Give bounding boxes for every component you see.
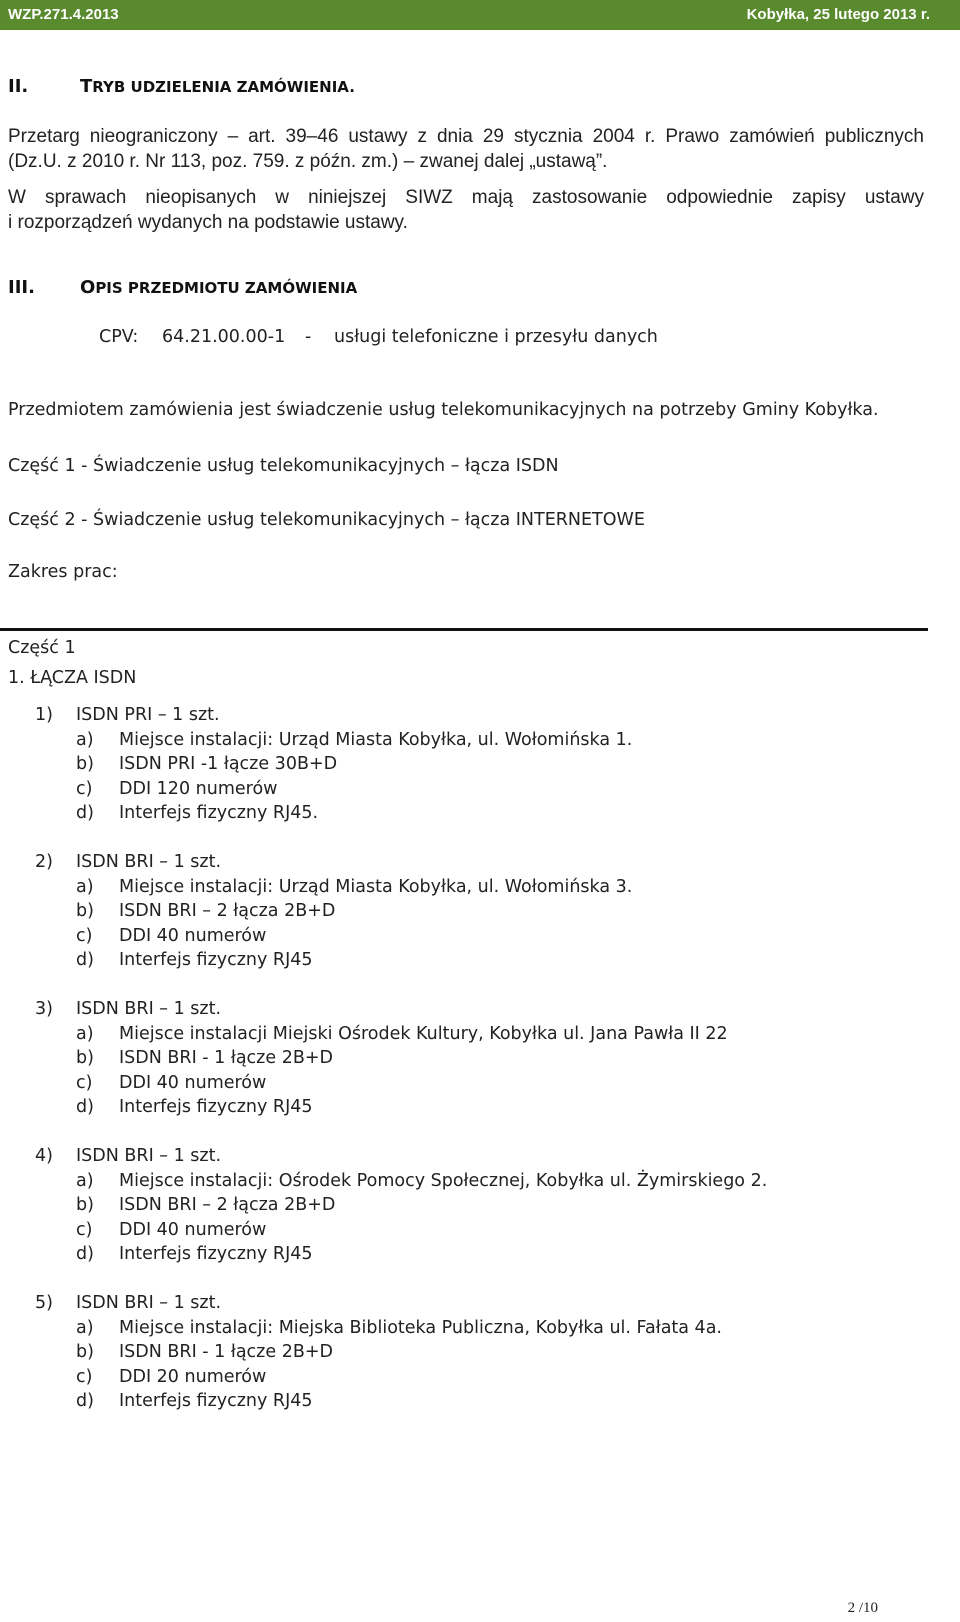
item-title: ISDN BRI – 1 szt. — [76, 1146, 222, 1166]
sub-item-letter: b) — [76, 754, 94, 774]
section-number: II. — [8, 76, 29, 97]
item-title: ISDN BRI – 1 szt. — [76, 852, 222, 872]
sub-item-text: Interfejs fizyczny RJ45 — [119, 1097, 313, 1117]
sub-item-text: ISDN BRI – 2 łącza 2B+D — [119, 901, 336, 921]
sub-item-letter: d) — [76, 1391, 94, 1411]
sub-item-letter: c) — [76, 1219, 93, 1240]
place-date: Kobyłka, 25 lutego 2013 r. — [746, 6, 930, 23]
sub-item-letter: a) — [76, 1170, 94, 1191]
sub-item-letter: c) — [76, 925, 93, 946]
sub-item-text: Miejsce instalacji: Urząd Miasta Kobyłka, ul. Wołomińska 3. — [119, 876, 633, 897]
sub-item-text: Interfejs fizyczny RJ45 — [119, 1391, 313, 1411]
procedure-line-1: Przetarg nieograniczony – art. 39–46 ustawy z dnia 29 stycznia 2004 r. Prawo zamówień publicznych — [8, 126, 924, 147]
sub-item-letter: b) — [76, 1048, 94, 1068]
cpv-code: 64.21.00.00-1 — [162, 327, 286, 347]
sub-item-text: DDI 120 numerów — [119, 778, 278, 799]
sub-item-letter: d) — [76, 950, 94, 970]
item-title: ISDN BRI – 1 szt. — [76, 1293, 222, 1313]
sub-item-letter: d) — [76, 1097, 94, 1117]
item-title: ISDN BRI – 1 szt. — [76, 999, 222, 1019]
item-number: 5) — [35, 1293, 53, 1313]
sub-item-text: Miejsce instalacji: Ośrodek Pomocy Społecznej, Kobyłka ul. Żymirskiego 2. — [119, 1170, 768, 1191]
reference-number: WZP.271.4.2013 — [8, 6, 119, 23]
subject-of-order: Przedmiotem zamówienia jest świadczenie usług telekomunikacyjnych na potrzeby Gminy Kobyłka. — [8, 400, 879, 420]
sub-item-letter: a) — [76, 1023, 94, 1044]
item-number: 4) — [35, 1146, 53, 1166]
sub-item-text: DDI 40 numerów — [119, 925, 267, 946]
section-iii-heading — [8, 277, 908, 301]
applicable-law-line-2: i rozporządzeń wydanych na podstawie ustawy. — [8, 212, 408, 233]
sub-item-letter: c) — [76, 1072, 93, 1093]
sub-item-text: Miejsce instalacji Miejski Ośrodek Kultury, Kobyłka ul. Jana Pawła II 22 — [119, 1023, 728, 1044]
item-number: 2) — [35, 852, 53, 872]
sub-item-letter: a) — [76, 729, 94, 750]
horizontal-rule — [0, 628, 928, 631]
item-number: 3) — [35, 999, 53, 1019]
sub-item-text: Interfejs fizyczny RJ45 — [119, 950, 313, 970]
sub-item-letter: a) — [76, 1317, 94, 1338]
scope-of-work-label: Zakres prac: — [8, 562, 118, 582]
procedure-line-2: (Dz.U. z 2010 r. Nr 113, poz. 759. z późn. zm.) – zwanej dalej „ustawą”. — [8, 151, 608, 172]
sub-item-text: ISDN PRI -1 łącze 30B+D — [119, 754, 338, 774]
page-number: 2 /10 — [847, 1600, 878, 1616]
item-title: ISDN PRI – 1 szt. — [76, 705, 220, 725]
sub-item-letter: c) — [76, 778, 93, 799]
applicable-law-line-1: W sprawach nieopisanych w niniejszej SIWZ mają zastosowanie odpowiednie zapisy ustawy — [8, 187, 924, 208]
sub-item-text: DDI 40 numerów — [119, 1072, 267, 1093]
section-title: OPIS PRZEDMIOTU ZAMÓWIENIA — [80, 277, 358, 298]
sub-item-text: DDI 40 numerów — [119, 1219, 267, 1240]
cpv-label: CPV: — [99, 327, 139, 347]
sub-item-text: Interfejs fizyczny RJ45 — [119, 1244, 313, 1264]
item-number: 1) — [35, 705, 53, 725]
sub-item-letter: a) — [76, 876, 94, 897]
document-header — [0, 0, 960, 30]
cpv-dash: - — [305, 327, 312, 347]
sub-item-letter: b) — [76, 901, 94, 921]
sub-item-letter: b) — [76, 1342, 94, 1362]
sub-item-letter: d) — [76, 803, 94, 823]
cpv-description: usługi telefoniczne i przesyłu danych — [334, 327, 658, 347]
sub-item-letter: c) — [76, 1366, 93, 1387]
sub-item-text: Interfejs fizyczny RJ45. — [119, 803, 319, 823]
part-1-description: Część 1 - Świadczenie usług telekomunikacyjnych – łącza ISDN — [8, 456, 559, 476]
section-title: TRYB UDZIELENIA ZAMÓWIENIA. — [80, 76, 355, 97]
part-2-description: Część 2 - Świadczenie usług telekomunikacyjnych – łącza INTERNETOWE — [8, 510, 645, 530]
sub-item-text: Miejsce instalacji: Miejska Biblioteka Publiczna, Kobyłka ul. Fałata 4a. — [119, 1317, 722, 1338]
isdn-list-heading: 1. ŁĄCZA ISDN — [8, 668, 137, 688]
section-number: III. — [8, 277, 35, 298]
sub-item-text: ISDN BRI - 1 łącze 2B+D — [119, 1048, 333, 1068]
sub-item-letter: b) — [76, 1195, 94, 1215]
section-ii-heading — [8, 76, 908, 100]
sub-item-text: Miejsce instalacji: Urząd Miasta Kobyłka, ul. Wołomińska 1. — [119, 729, 633, 750]
sub-item-letter: d) — [76, 1244, 94, 1264]
part-heading: Część 1 — [8, 638, 76, 658]
sub-item-text: ISDN BRI - 1 łącze 2B+D — [119, 1342, 333, 1362]
sub-item-text: DDI 20 numerów — [119, 1366, 267, 1387]
sub-item-text: ISDN BRI – 2 łącza 2B+D — [119, 1195, 336, 1215]
